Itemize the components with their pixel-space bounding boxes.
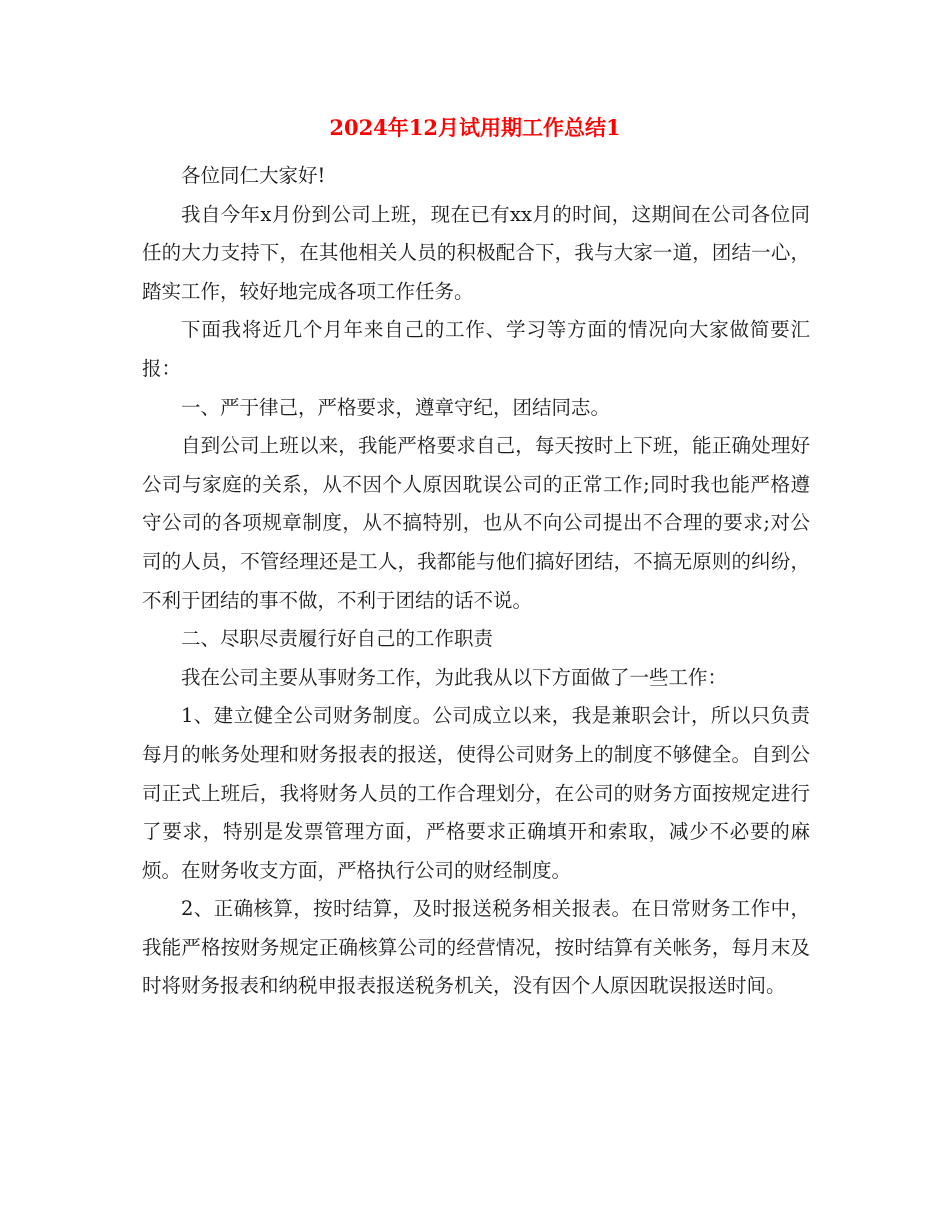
section-heading-1: 一、严于律己，严格要求，遵章守纪，团结同志。 (181, 395, 611, 419)
document-title: 2024年12月试用期工作总结1 (329, 115, 621, 140)
section-1-paragraph: 自到公司上班以来，我能严格要求自己，每天按时上下班，能正确处理好公司与家庭的关系，从不因个人原因耽误公司的正常工作;同时我也能严格遵守公司的各项规章制度，从不搞特别，也从不向公司提出不合理的要求;对公司的人员，不管经理还是工人，我都能与他们搞好团结，不搞无原则的纠纷，不利于团结的事不做，不利于团结的话不说。 (142, 434, 810, 612)
greeting-paragraph: 各位同仁大家好! (181, 164, 326, 187)
report-lead-paragraph: 下面我将近几个月年来自己的工作、学习等方面的情况向大家做简要汇报： (142, 318, 810, 380)
item-1-paragraph: 1、建立健全公司财务制度。公司成立以来，我是兼职会计，所以只负责每月的帐务处理和财务报表的报送，使得公司财务上的制度不够健全。自到公司正式上班后，我将财务人员的工作合理划分，在公司的财务方面按规定进行了要求，特别是发票管理方面，严格要求正确填开和索取，减少不必要的麻烦。在财务收支方面，严格执行公司的财经制度。 (142, 704, 810, 882)
item-2-paragraph: 2、正确核算，按时结算，及时报送税务相关报表。在日常财务工作中，我能严格按财务规定正确核算公司的经营情况，按时结算有关帐务，每月末及时将财务报表和纳税申报表报送税务机关，没有因个人原因耽误报送时间。 (142, 897, 810, 998)
intro-paragraph: 我自今年x月份到公司上班，现在已有xx月的时间，这期间在公司各位同任的大力支持下，在其他相关人员的积极配合下，我与大家一道，团结一心，踏实工作，较好地完成各项工作任务。 (142, 202, 810, 303)
section-2-lead-paragraph: 我在公司主要从事财务工作，为此我从以下方面做了一些工作： (181, 665, 728, 689)
section-heading-2: 二、尽职尽责履行好自己的工作职责 (181, 627, 494, 651)
document-body (142, 157, 810, 1006)
